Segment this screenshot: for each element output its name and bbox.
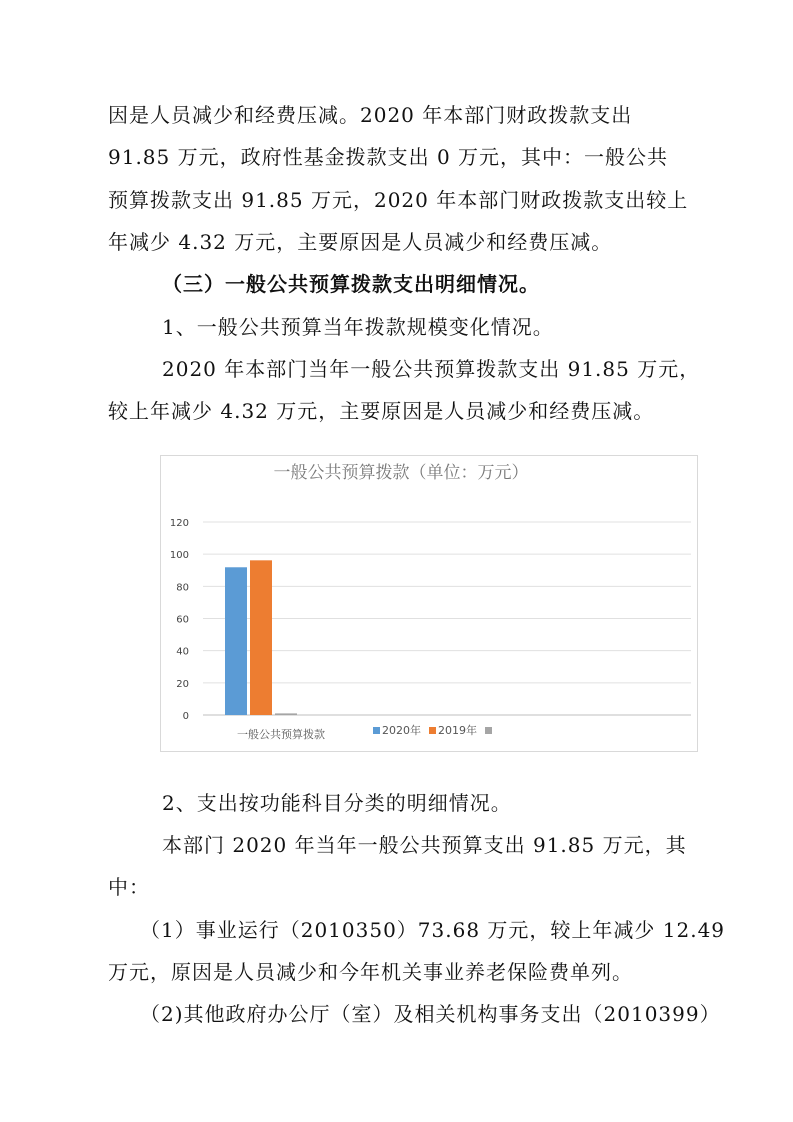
item2-body-line-2: 中：	[108, 875, 150, 899]
legend-swatch	[485, 727, 492, 734]
bar-series-3	[275, 713, 297, 715]
legend-swatch	[373, 727, 380, 734]
bar-chart	[160, 455, 698, 752]
sub-item-2-line-1: （2)其他政府办公厅（室）及相关机构事务支出（2010399）	[140, 1002, 721, 1026]
paragraph-line-3: 预算拨款支出 91.85 万元，2020 年本部门财政拨款支出较上	[108, 188, 689, 212]
y-tick-label: 0	[182, 711, 189, 722]
item2-heading: 2、支出按功能科目分类的明细情况。	[162, 791, 512, 815]
sub-item-1-line-2: 万元，原因是人员减少和今年机关事业养老保险费单列。	[108, 960, 633, 984]
y-tick-label: 60	[176, 614, 189, 626]
paragraph-line-2: 91.85 万元，政府性基金拨款支出 0 万元，其中：一般公共	[108, 145, 669, 169]
y-tick-label: 120	[169, 518, 189, 529]
bar-2019年	[250, 560, 272, 715]
legend-swatch	[429, 727, 436, 734]
x-category-label: 一般公共预算拨款	[237, 728, 325, 741]
chart-canvas	[161, 456, 697, 751]
paragraph-line-4: 年减少 4.32 万元，主要原因是人员减少和经费压减。	[108, 230, 613, 254]
y-tick-label: 40	[176, 646, 189, 658]
paragraph-line-1: 因是人员减少和经费压减。2020 年本部门财政拨款支出	[108, 103, 633, 127]
section-heading: （三）一般公共预算拨款支出明细情况。	[162, 272, 540, 296]
chart-title: 一般公共预算拨款（单位：万元）	[273, 463, 529, 483]
item1-body-line-1: 2020 年本部门当年一般公共预算拨款支出 91.85 万元，	[162, 357, 701, 381]
bar-2020年	[225, 567, 247, 715]
item1-heading: 1、一般公共预算当年拨款规模变化情况。	[162, 315, 554, 339]
y-tick-label: 100	[169, 550, 189, 562]
legend-label: 2020年	[382, 724, 421, 737]
sub-item-1-line-1: （1）事业运行（2010350）73.68 万元，较上年减少 12.49	[140, 918, 726, 942]
y-tick-label: 80	[176, 582, 189, 594]
y-tick-label: 20	[176, 678, 189, 690]
item1-body-line-2: 较上年减少 4.32 万元，主要原因是人员减少和经费压减。	[108, 399, 655, 423]
item2-body-line-1: 本部门 2020 年当年一般公共预算支出 91.85 万元，其	[162, 833, 687, 857]
legend-label: 2019年	[438, 724, 477, 737]
